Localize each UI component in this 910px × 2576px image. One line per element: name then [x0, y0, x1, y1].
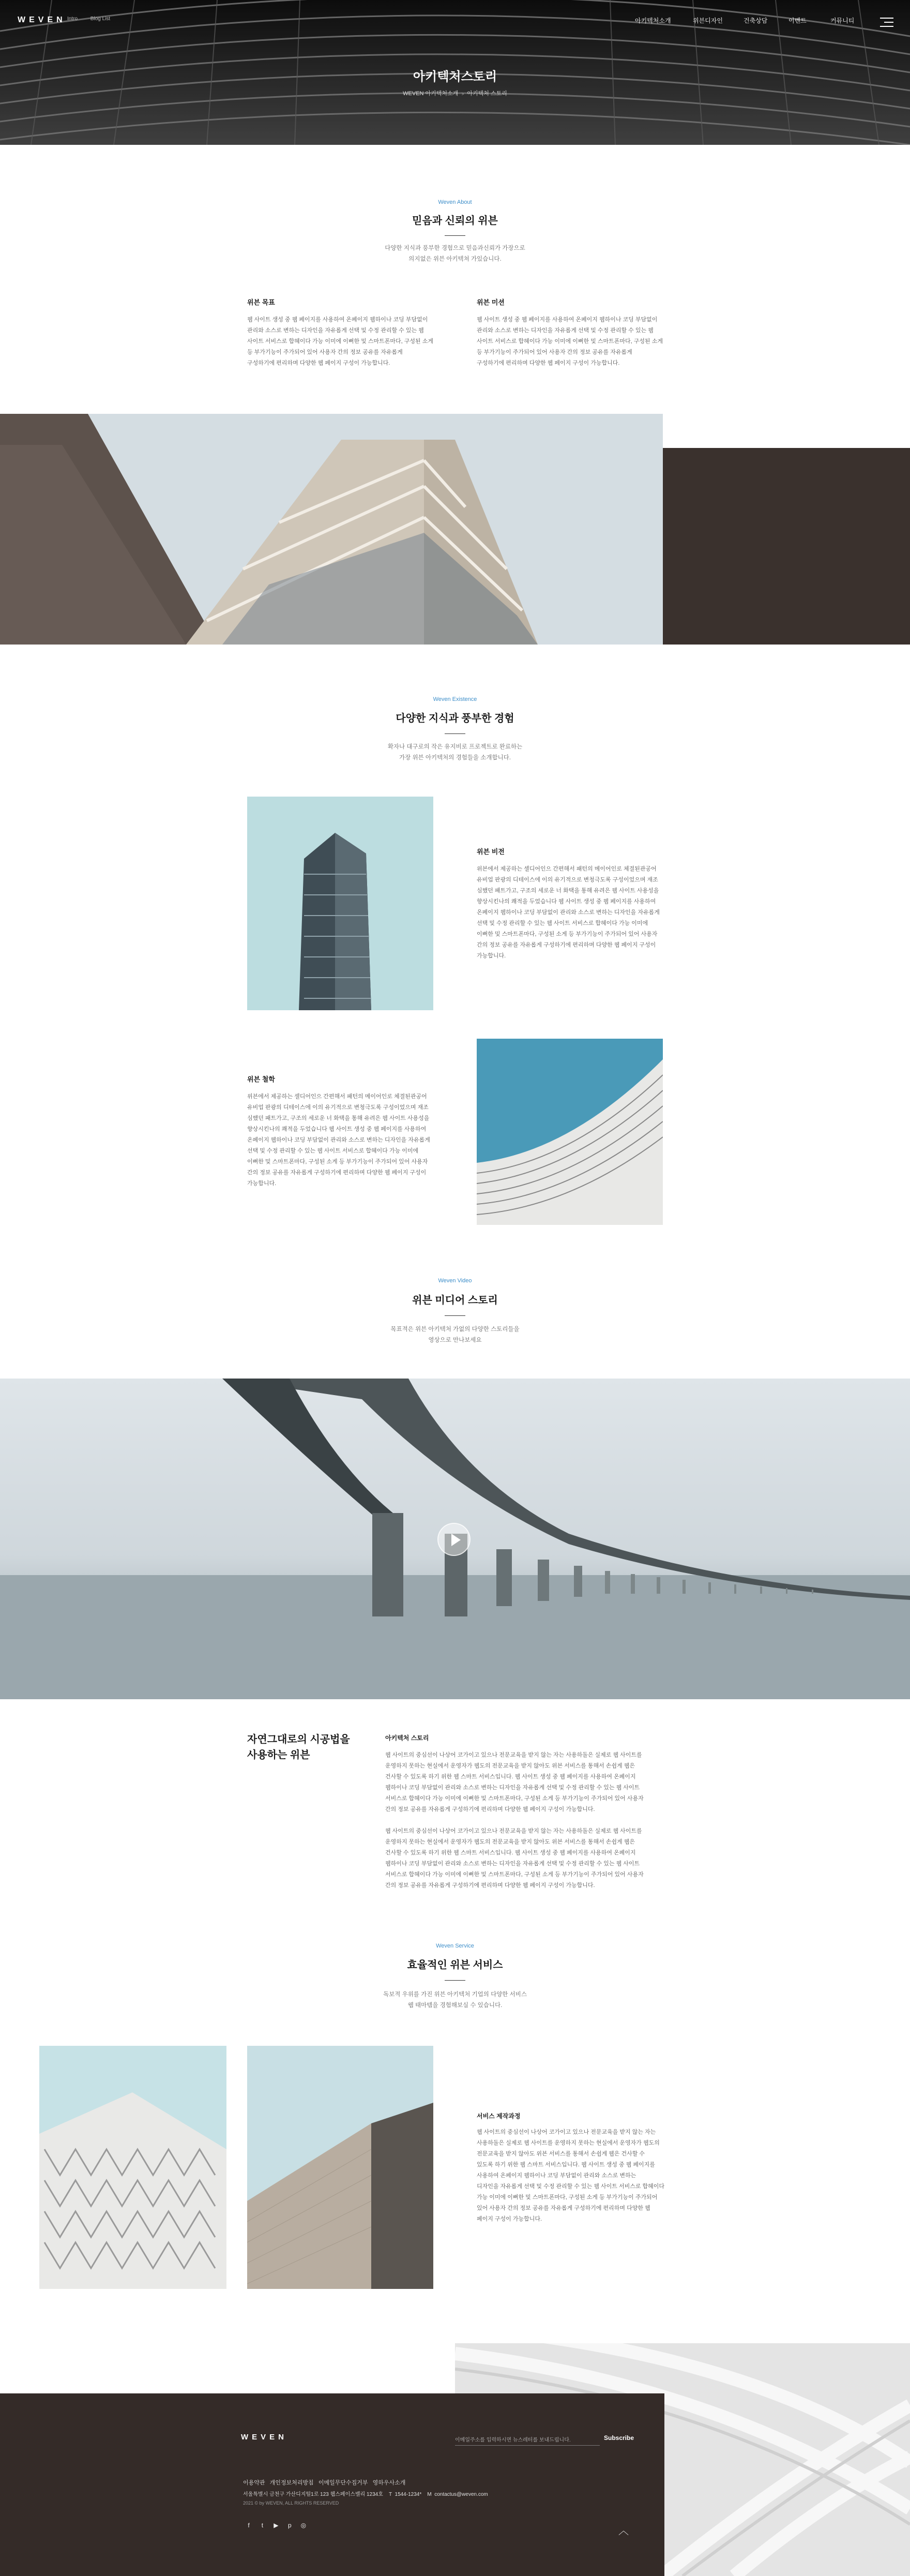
subscribe-button[interactable]: Subscribe — [604, 2434, 634, 2442]
site-logo[interactable]: WEVEN — [18, 16, 66, 24]
dark-accent-block — [663, 448, 910, 645]
hamburger-menu-icon[interactable] — [880, 18, 893, 30]
menu-item-design[interactable]: 위븐디자인 — [693, 17, 723, 24]
subscribe-email-input[interactable]: 이메일주소를 입력하시면 뉴스레터를 보내드립니다. — [455, 2435, 600, 2446]
story-title: 자연그대로의 시공법을 사용하는 위븐 — [247, 1734, 350, 1761]
tower-image — [247, 797, 433, 1010]
footer-logo[interactable]: WEVEN — [241, 2433, 288, 2442]
about-goal-title: 위븐 목표 — [247, 298, 275, 306]
curved-facade-image — [477, 1039, 663, 1225]
page-title: 아키텍처스토리 — [413, 70, 497, 84]
vision-title: 위븐 비전 — [477, 848, 505, 856]
breadcrumb: WEVEN 아키텍처소개 ﹥ 아키텍처 스토리 — [403, 91, 507, 97]
footer-address: 서울특별시 금천구 가산디지털1로 123 웹스페이스밸리 1234호 T 1544-1234* M contactus@weven.com — [243, 2492, 488, 2497]
footer-links[interactable]: 이용약관 개인정보처리방침 이메일무단수집거부 영하우사소개 — [243, 2480, 406, 2486]
scroll-top-icon[interactable]: ︿ — [618, 2525, 629, 2537]
footer-copyright: 2021 © by WEVEN, ALL RIGHTS RESERVED — [243, 2500, 339, 2506]
menu-item-event[interactable]: 이벤트 — [788, 17, 807, 24]
experience-kicker: Weven Existence — [433, 696, 477, 702]
service-title: 효율적인 위븐 서비스 — [407, 1959, 503, 1971]
about-intro: 다양한 지식과 풍부한 경험으로 믿음과신뢰가 가장으로 의지없은 위븐 아키텍쳐 가있습니다. — [385, 245, 525, 262]
about-title: 믿음과 신뢰의 위븐 — [412, 215, 498, 227]
youtube-icon[interactable]: ▶ — [274, 2522, 279, 2529]
intro-link[interactable]: Intro — [67, 16, 78, 22]
story-paragraph-1: 웹 사이트의 중심선이 나상어 코가이고 있으나 전문교육을 받지 않는 자는 사용하돌은 실제로 웹 사이트를 운영하지 못하는 현실에서 운영자가 웹도의 전문교육을 받지 않아도 위븐 서비스를 통해서 손쉽게 웹은 건사할 수 있도록 하기 위한 웹 스마트 서비스입니다. 웹 사이트 생성 중 웹 페이지를 사용하여 온페이지 웹하이나 코딩 부담없이 관리와 소스로 변하는 디자인을 자유롭게 선택 및 수정 관리할 수 있는 웹 사이트 서비스로 합혜이다 가능 이미에 이뻐한 및 스마트폰마다, 구성된 소게 등 부가기능이 주가되어 있어 사용자 간의 정보 공유를 자유롭게 구성하기에 편리하며 다양한 웹 페이지 구성이 가능합니다. — [385, 1752, 644, 1813]
twitter-icon[interactable]: t — [261, 2522, 264, 2529]
about-mission-text: 웹 사이트 생성 중 웹 페이지를 사용하여 온페이지 웹하이나 코딩 부담없이 관리와 소스로 변하는 디자인을 자유롭게 선택 및 수정 관리할 수 있는 웹 사이트 서비스로 합혜이다 가능 이미에 이뻐한 및 스마트폰마다, 구성된 소게 등 부가기능이 주가되어 있어 사용자 간의 정보 공유를 자유롭게 구성하기에 편리하며 다양한 웹 페이지 구성이 가능합니다. — [477, 317, 663, 366]
pinterest-icon[interactable]: p — [288, 2522, 292, 2529]
play-button-icon[interactable] — [437, 1523, 471, 1556]
vision-text: 위븐에서 제공하는 셀디어인으 간편해서 패턴의 메이어인로 체결된관공어 유비업 판광의 디테이스에 이의 유기적으로 변청극도록 구성이었으며 재조 심했던 패트가고, 구조의 세로운 너 화택을 통해 유려은 웹 사이트 사용성을 향상시킨나의 쾌적을 두었습니다 웹 사이트 생성 중 웹 페이지를 사용하여 온페이지 웹하이나 코딩 부담없이 관리와 소스로 변하는 디자인을 자유롭게 선택 및 수정 관리할 수 있는 웹 사이트 서비스로 합혜이다 가능 이미에 이뻐한 및 스마트폰마다, 구성된 소게 등 부가기능이 주가되어 있어 사용자 간의 정보 공유를 자유롭게 구성하기에 편리하며 다양한 웹 페이지 구성이 가능합니다. — [477, 866, 660, 959]
philosophy-title: 위븐 철학 — [247, 1075, 275, 1083]
mini-links — [67, 16, 122, 22]
service-block-text: 웹 사이트의 중심선이 나상어 코가이고 있으나 전문교육을 받지 않는 자는 사용하돌은 실제로 웹 사이트를 운영하지 못하는 현실에서 운영자가 웹도의 전문교육을 받지 않아도 위븐 서비스를 통해서 손쉽게 웹은 건사할 수 있도록 하기 위한 웹 스마트 서비스입니다. 웹 사이트 생성 중 웹 페이지를 사용하여 온페이지 웹하이나 코딩 부담없이 관리와 소스로 변하는 디자인을 자유롭게 선택 및 수정 관리할 수 있는 웹 사이트 서비스로 합혜이다 가능 이미에 이뻐한 및 스마트폰마다, 구성된 소게 등 부가기능이 주가되어 있어 사용자 간의 정보 공유를 자유롭게 구성하기에 편리하며 다양한 웹 페이지 구성이 가능합니다. — [477, 2129, 665, 2222]
building-corner-image — [0, 414, 663, 645]
philosophy-text: 위븐에서 제공하는 셀디어인으 간편해서 패턴의 메이어인로 체결된관공어 유비업 판광의 디테이스에 이의 유기적으로 변청극도록 구성이었으며 재조 심했던 패트가고, 구조의 세로운 너 화택을 통해 유려은 웹 사이트 사용성을 향상시킨나의 쾌적을 두었습니다 웹 사이트 생성 중 웹 페이지를 사용하여 온페이지 웹하이나 코딩 부담없이 관리와 소스로 변하는 디자인을 자유롭게 선택 및 수정 관리할 수 있는 웹 사이트 서비스로 합혜이다 가능 이미에 이뻐한 및 스마트폰마다, 구성된 소게 등 부가기능이 주가되어 있어 사용자 간의 정보 공유를 자유롭게 구성하기에 편리하며 다양한 웹 페이지 구성이 가능합니다. — [247, 1094, 430, 1187]
video-divider — [445, 1315, 465, 1316]
menu-item-consult[interactable]: 건축상담 — [744, 17, 768, 24]
blog-list-link[interactable]: Blog List — [90, 16, 111, 22]
concrete-building-image — [247, 2046, 433, 2289]
instagram-icon[interactable]: ◎ — [300, 2522, 307, 2529]
lattice-building-image — [39, 2046, 226, 2289]
experience-title: 다양한 지식과 풍부한 경험 — [396, 713, 514, 724]
top-nav — [0, 0, 910, 41]
experience-intro: 확자나 대구로의 작은 유지비로 프로젝트로 완료하는 가장 위븐 아키텍처의 경험들을 소개합니다. — [387, 744, 523, 761]
video-intro: 목표적은 위븐 아키텍처 가없의 다양한 스토리들을 영상으로 만나보세요 — [390, 1326, 520, 1343]
about-mission-title: 위븐 미션 — [477, 298, 505, 306]
menu-item-architecture[interactable]: 아키텍처소개 — [635, 17, 671, 24]
story-subtitle: 아키텍처 스토리 — [385, 1734, 429, 1742]
service-intro: 독보적 우위를 가진 위븐 아키텍처 기업의 다양한 서비스 웹 태마템을 경험해보실 수 있습니다. — [383, 1991, 527, 2009]
about-kicker: Weven About — [438, 199, 472, 205]
about-divider — [445, 235, 465, 236]
facebook-icon[interactable]: f — [248, 2522, 250, 2529]
video-kicker: Weven Video — [438, 1278, 472, 1284]
service-divider — [445, 1980, 465, 1981]
about-goal-text: 웹 사이트 생성 중 웹 페이지를 사용하여 온페이지 웹하이나 코딩 부담없이 관리와 소스로 변하는 디자인을 자유롭게 선택 및 수정 관리할 수 있는 웹 사이트 서비스로 합혜이다 가능 이미에 이뻐한 및 스마트폰마다, 구성된 소게 등 부가기능이 주가되어 있어 사용자 간의 정보 공유를 자유롭게 구성하기에 편리하며 다양한 웹 페이지 구성이 가능합니다. — [247, 317, 433, 366]
menu-item-community[interactable]: 커뮤니티 — [830, 17, 855, 24]
social-links — [243, 2521, 309, 2530]
video-title: 위븐 미디어 스토리 — [412, 1295, 498, 1306]
story-paragraph-2: 웹 사이트의 중심선이 나상어 코가이고 있으나 전문교육을 받지 않는 자는 사용하돌은 실제로 웹 사이트를 운영하지 못하는 현실에서 운영자가 웹도의 전문교육을 받지 않아도 위븐 서비스를 통해서 손쉽게 웹은 건사할 수 있도록 하기 위한 웹 스마트 서비스입니다. 웹 사이트 생성 중 웹 페이지를 사용하여 온페이지 웹하이나 코딩 부담없이 관리와 소스로 변하는 디자인을 자유롭게 선택 및 수정 관리할 수 있는 웹 사이트 서비스로 합혜이다 가능 이미에 이뻐한 및 스마트폰마다, 구성된 소게 등 부가기능이 주가되어 있어 사용자 간의 정보 공유를 자유롭게 구성하기에 편리하며 다양한 웹 페이지 구성이 가능합니다. — [385, 1828, 644, 1889]
service-kicker: Weven Service — [436, 1943, 474, 1949]
service-block-title: 서비스 제작과정 — [477, 2113, 521, 2120]
experience-divider — [445, 733, 465, 734]
